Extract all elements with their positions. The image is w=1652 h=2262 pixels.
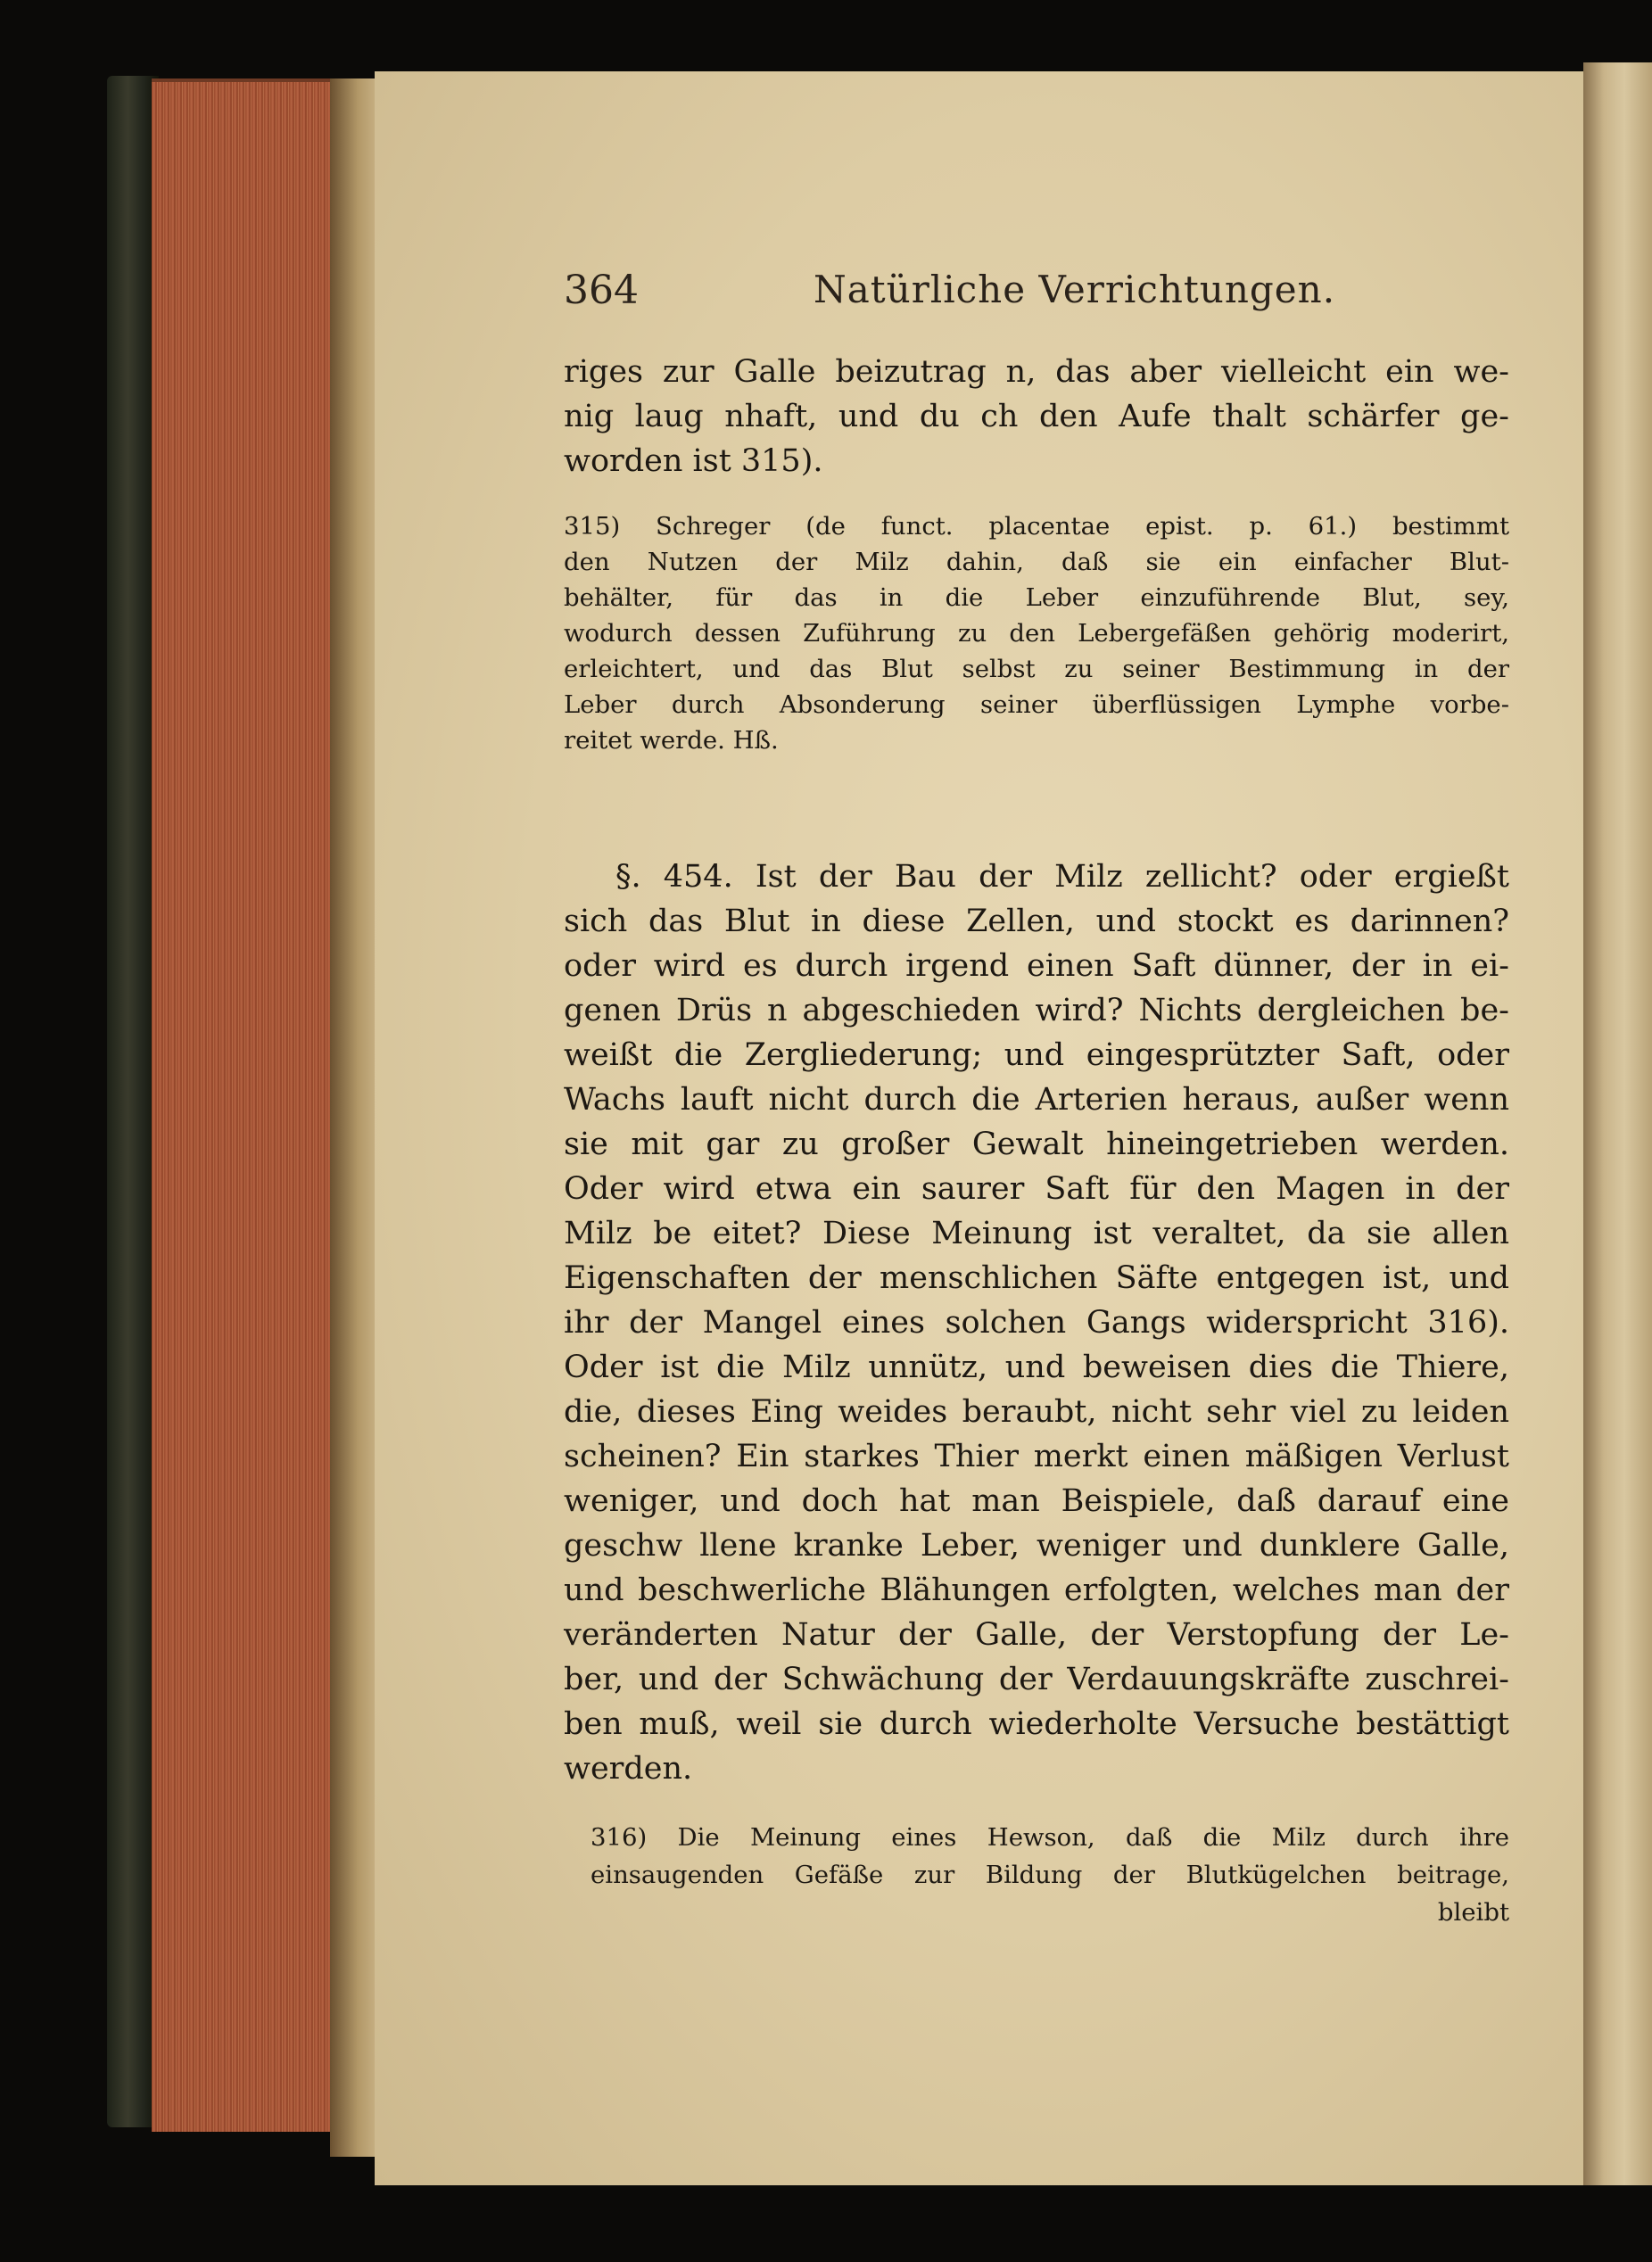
- footnote-line: behälter, für das in die Leber einzuführende Blut, sey,: [564, 583, 1509, 612]
- section-heading-line: §. 454. Ist der Bau der Milz zellicht? oder ergießt: [615, 859, 1509, 895]
- footnote-line: reitet werde. Hß.: [564, 726, 779, 755]
- text-line: weißt die Zergliederung; und eingesprützter Saft, oder: [564, 1037, 1509, 1073]
- text-line: ber, und der Schwächung der Verdauungskräfte zuschrei-: [564, 1662, 1509, 1697]
- catchword: bleibt: [1437, 1898, 1509, 1927]
- text-line: nig laug nhaft, und du ch den Aufe thalt schärfer ge-: [564, 399, 1509, 434]
- text-line: Oder ist die Milz unnütz, und beweisen dies die Thiere,: [564, 1350, 1509, 1385]
- text-line: Eigenschaften der menschlichen Säfte entgegen ist, und: [564, 1260, 1509, 1296]
- page-edges: [152, 78, 330, 2132]
- text-line: Milz be eitet? Diese Meinung ist veraltet, da sie allen: [564, 1216, 1509, 1251]
- text-line: sie mit gar zu großer Gewalt hineingetrieben werden.: [564, 1127, 1509, 1162]
- running-head: Natürliche Verrichtungen.: [814, 268, 1336, 311]
- footnote-line: wodurch dessen Zuführung zu den Lebergefäßen gehörig moderirt,: [564, 619, 1509, 648]
- text-line: scheinen? Ein starkes Thier merkt einen mäßigen Verlust: [564, 1439, 1509, 1474]
- text-line: Oder wird etwa ein saurer Saft für den Magen in der: [564, 1171, 1509, 1207]
- page-header: [564, 268, 1509, 330]
- text-line: riges zur Galle beizutrag n, das aber vielleicht ein we-: [564, 354, 1509, 390]
- text-line: Wachs lauft nicht durch die Arterien heraus, außer wenn: [564, 1082, 1509, 1118]
- text-line: werden.: [564, 1751, 693, 1787]
- text-line: worden ist 315).: [564, 443, 823, 479]
- page-number: 364: [564, 268, 639, 313]
- text-line: geschw llene kranke Leber, weniger und dunklere Galle,: [564, 1528, 1509, 1564]
- footnote-line: Leber durch Absonderung seiner überflüssigen Lymphe vorbe-: [564, 690, 1509, 719]
- footnote-line: 316) Die Meinung eines Hewson, daß die Milz durch ihre: [591, 1823, 1509, 1852]
- text-line: sich das Blut in diese Zellen, und stockt es darinnen?: [564, 904, 1509, 939]
- text-line: veränderten Natur der Galle, der Verstopfung der Le-: [564, 1617, 1509, 1653]
- facing-page-edge: [1583, 62, 1652, 2185]
- footnote-line: 315) Schreger (de funct. placentae epist. p. 61.) bestimmt: [564, 512, 1509, 541]
- footnote-line: erleichtert, und das Blut selbst zu seiner Bestimmung in der: [564, 655, 1509, 683]
- text-line: ihr der Mangel eines solchen Gangs widerspricht 316).: [564, 1305, 1509, 1341]
- text-line: genen Drüs n abgeschieden wird? Nichts dergleichen be-: [564, 993, 1509, 1028]
- text-line: die, dieses Eing weides beraubt, nicht sehr viel zu leiden: [564, 1394, 1509, 1430]
- text-line: ben muß, weil sie durch wiederholte Versuche bestättigt: [564, 1706, 1509, 1742]
- text-line: weniger, und doch hat man Beispiele, daß darauf eine: [564, 1483, 1509, 1519]
- footnote-line: den Nutzen der Milz dahin, daß sie ein einfacher Blut-: [564, 548, 1509, 576]
- text-line: und beschwerliche Blähungen erfolgten, welches man der: [564, 1573, 1509, 1608]
- text-line: oder wird es durch irgend einen Saft dünner, der in ei-: [564, 948, 1509, 984]
- footnote-line: einsaugenden Gefäße zur Bildung der Blutkügelchen beitrage,: [591, 1861, 1509, 1889]
